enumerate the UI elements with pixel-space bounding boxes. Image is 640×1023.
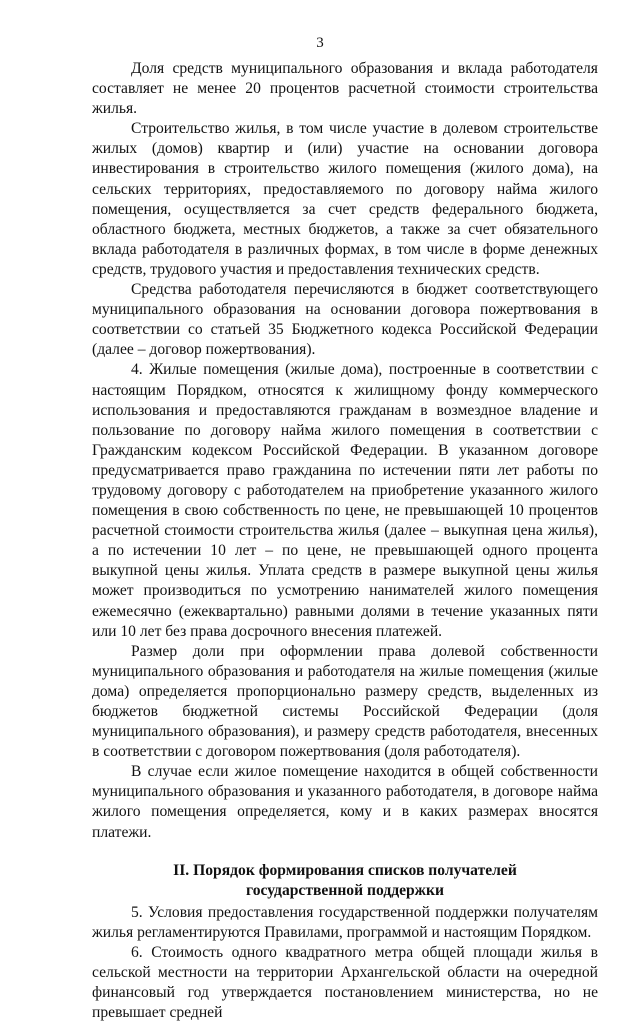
section-heading-line: государственной поддержки (246, 881, 444, 899)
page-number: 3 (316, 35, 324, 51)
paragraph: 5. Условия предоставления государственной поддержки получателям жилья регламентируются Правилами, программой и настоящим Порядком. (92, 903, 598, 941)
paragraph: В случае если жилое помещение находится в общей собственности муниципального образования и указанного работодателя, в договоре найма жилого помещения определяется, кому и в каких размерах вносятся платежи. (92, 763, 598, 841)
section-heading-line: II. Порядок формирования списков получателей (173, 861, 517, 879)
paragraph: Размер доли при оформлении права долевой собственности муниципального образования и работодателя на жилые помещения (жилые дома) определяется пропорционально размеру средств, выделенных из бюджетов бюджетной системы Российской Федерации (доля муниципального образования), и размеру средств работодателя, внесенных в соответствии с договором пожертвования (доля работодателя). (92, 642, 598, 761)
paragraph: 4. Жилые помещения (жилые дома), построенные в соответствии с настоящим Порядком, относятся к жилищному фонду коммерческого использования и предоставляются гражданам в возмездное владение и пользование по договору найма жилого помещения в соответствии с Гражданским кодексом Российской Федерации. В указанном договоре предусматривается право гражданина по истечении пяти лет работы по трудовому договору с работодателем на приобретение указанного жилого помещения в свою собственность по цене, не превышающей 10 процентов расчетной стоимости строительства жилья (далее – выкупная цена жилья), а по истечении 10 лет – по цене, не превышающей одного процента выкупной цены жилья. Уплата средств в размере выкупной цены жилья может производиться по усмотрению нанимателей жилого помещения ежемесячно (ежеквартально) равными долями в течение указанных пяти или 10 лет без права досрочного внесения платежей. (92, 361, 598, 640)
section-heading (92, 861, 598, 901)
paragraph: Средства работодателя перечисляются в бюджет соответствующего муниципального образования на основании договора пожертвования в соответствии со статьей 35 Бюджетного кодекса Российской Федерации (далее – договор пожертвования). (92, 281, 598, 359)
paragraph: 6. Стоимость одного квадратного метра общей площади жилья в сельской местности на территории Архангельской области на очередной финансовый год утверждается постановлением министерства, но не превышает средней (92, 944, 598, 1022)
paragraph: Строительство жилья, в том числе участие в долевом строительстве жилых (домов) квартир и (или) участие на основании договора инвестирования в строительство жилого помещения (жилого дома), на сельских территориях, предоставляемого по договору найма жилого помещения, осуществляется за счет средств федерального бюджета, областного бюджета, местных бюджетов, а также за счет обязательного вклада работодателя в различных формах, в том числе в форме денежных средств, трудового участия и предоставления технических средств. (92, 120, 598, 278)
paragraph: Доля средств муниципального образования и вклада работодателя составляет не менее 20 процентов расчетной стоимости строительства жилья. (92, 60, 598, 118)
document-body (92, 59, 598, 1023)
